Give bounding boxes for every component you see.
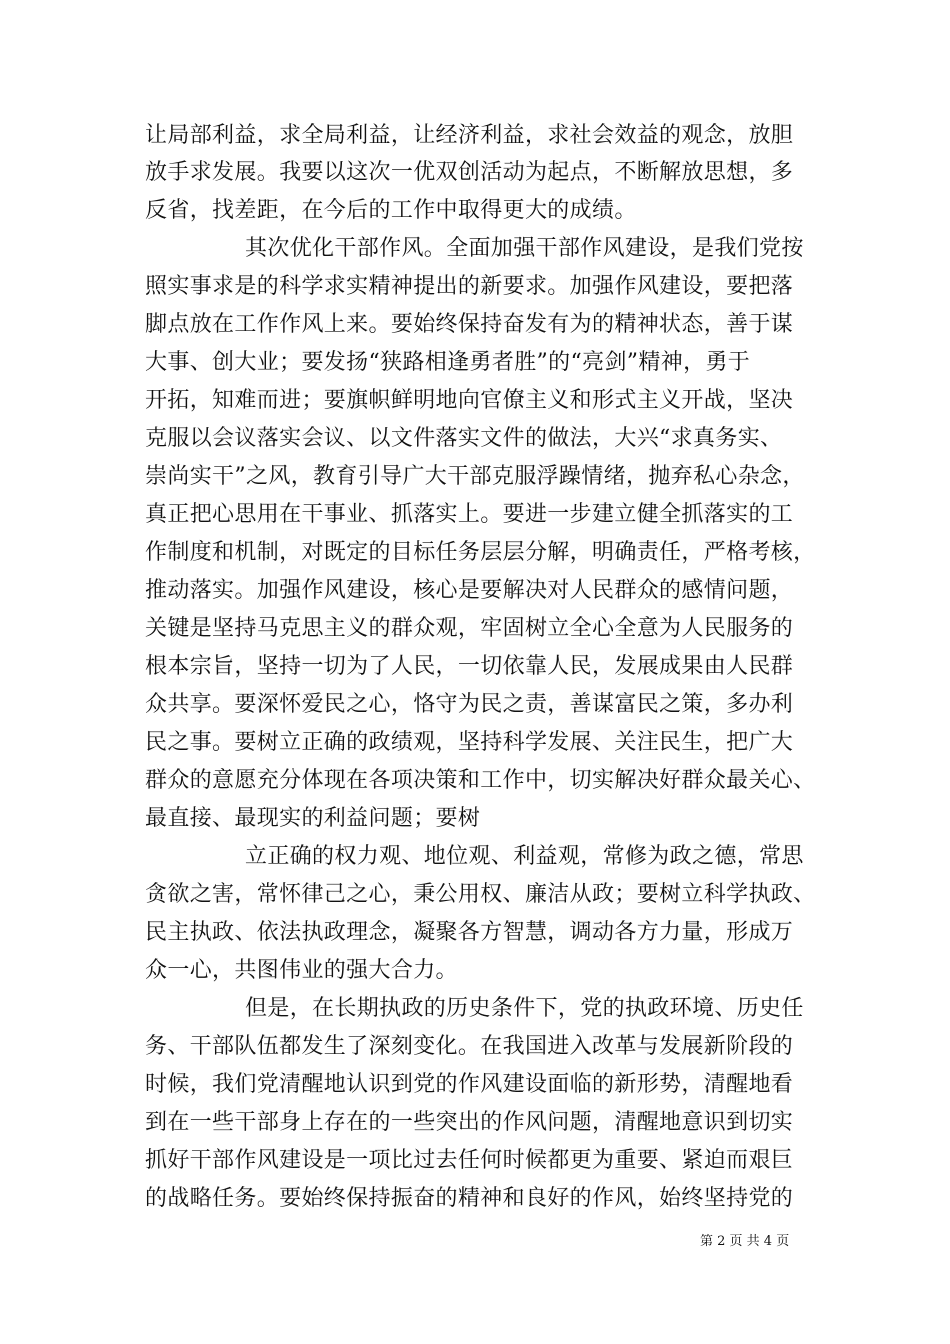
- page-number-footer: 第 2 页 共 4 页: [700, 1234, 790, 1249]
- text-line: 的战略任务。要始终保持振奋的精神和良好的作风，始终坚持党的: [145, 1186, 794, 1211]
- paragraph-start-line: 立正确的权力观、地位观、利益观，常修为政之德，常思: [245, 844, 804, 869]
- text-line: 推动落实。加强作风建设，核心是要解决对人民群众的感情问题，: [145, 578, 794, 603]
- text-line: 贪欲之害，常怀律己之心，秉公用权、廉洁从政；要树立科学执政、: [145, 882, 816, 907]
- text-line: 让局部利益，求全局利益，让经济利益，求社会效益的观念，放胆: [145, 123, 794, 148]
- paragraph-start-line: 其次优化干部作风。全面加强干部作风建设，是我们党按: [245, 236, 804, 261]
- text-line: 照实事求是的科学求实精神提出的新要求。加强作风建设，要把落: [145, 274, 794, 299]
- text-line: 到在一些干部身上存在的一些突出的作风问题，清醒地意识到切实: [145, 1110, 794, 1135]
- text-line: 关键是坚持马克思主义的群众观，牢固树立全心全意为人民服务的: [145, 616, 794, 641]
- text-line: 抓好干部作风建设是一项比过去任何时候都更为重要、紧迫而艰巨: [145, 1148, 794, 1173]
- text-line: 大事、创大业；要发扬“狭路相逢勇者胜”的“亮剑”精神，勇于: [145, 350, 751, 375]
- text-line: 群众的意愿充分体现在各项决策和工作中，切实解决好群众最关心、: [145, 768, 816, 793]
- text-line: 众共享。要深怀爱民之心，恪守为民之责，善谋富民之策，多办利: [145, 692, 794, 717]
- text-line: 真正把心思用在干事业、抓落实上。要进一步建立健全抓落实的工: [145, 502, 794, 527]
- text-line: 众一心，共图伟业的强大合力。: [145, 958, 458, 983]
- text-line: 民主执政、依法执政理念，凝聚各方智慧，调动各方力量，形成万: [145, 920, 794, 945]
- text-line: 崇尚实干”之风，教育引导广大干部克服浮躁情绪，抛弃私心杂念，: [145, 464, 805, 489]
- text-line: 时候，我们党清醒地认识到党的作风建设面临的新形势，清醒地看: [145, 1072, 794, 1097]
- text-line: 根本宗旨，坚持一切为了人民，一切依靠人民，发展成果由人民群: [145, 654, 794, 679]
- paragraph-start-line: 但是，在长期执政的历史条件下，党的执政环境、历史任: [245, 996, 804, 1021]
- text-line: 放手求发展。我要以这次一优双创活动为起点，不断解放思想，多: [145, 160, 794, 185]
- text-line: 开拓，知难而进；要旗帜鲜明地向官僚主义和形式主义开战，坚决: [145, 388, 794, 413]
- text-line: 克服以会议落实会议、以文件落实文件的做法，大兴“求真务实、: [145, 426, 783, 451]
- text-line: 务、干部队伍都发生了深刻变化。在我国进入改革与发展新阶段的: [145, 1034, 794, 1059]
- text-line: 民之事。要树立正确的政绩观，坚持科学发展、关注民生，把广大: [145, 730, 794, 755]
- text-line: 作制度和机制，对既定的目标任务层层分解，明确责任，严格考核，: [145, 540, 816, 565]
- text-line: 脚点放在工作作风上来。要始终保持奋发有为的精神状态，善于谋: [145, 312, 794, 337]
- text-line: 最直接、最现实的利益问题；要树: [145, 806, 481, 831]
- text-line: 反省，找差距，在今后的工作中取得更大的成绩。: [145, 198, 637, 223]
